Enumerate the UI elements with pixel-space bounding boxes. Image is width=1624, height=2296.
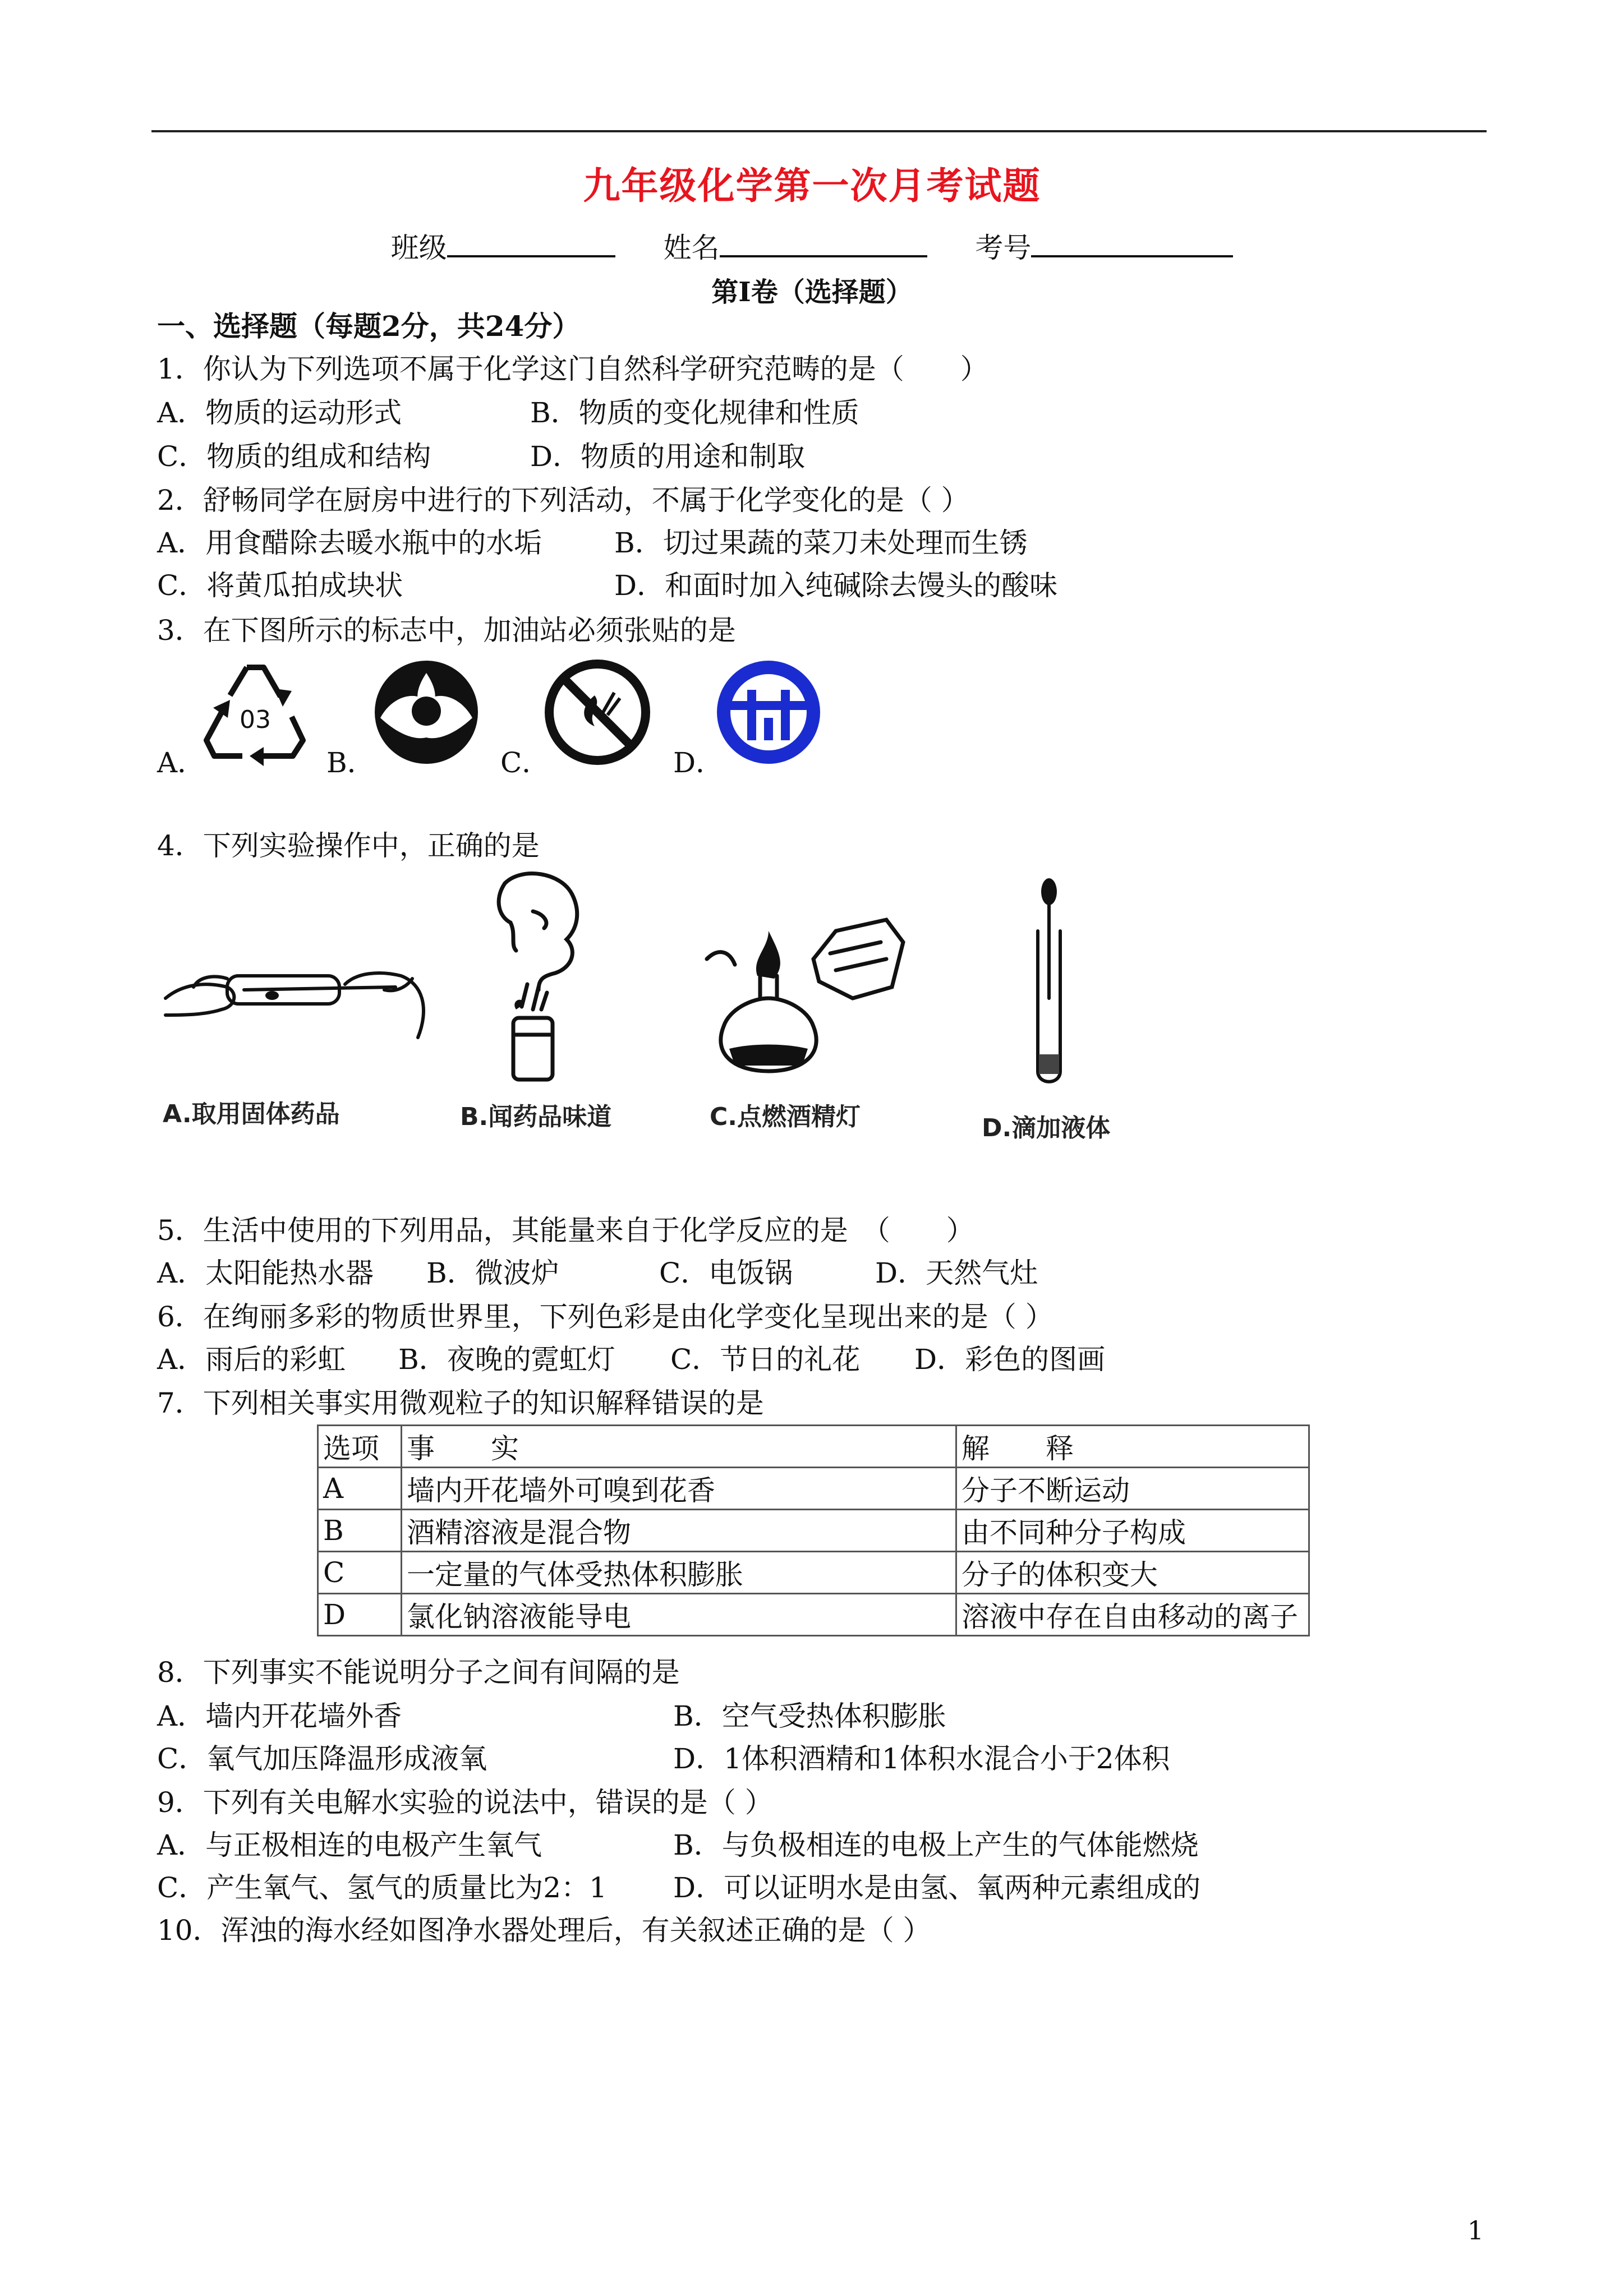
- table-cell: A: [318, 1468, 402, 1510]
- table-cell: 分子不断运动: [956, 1468, 1309, 1510]
- question-8-stem: 8．下列事实不能说明分子之间有间隔的是: [157, 1656, 680, 1689]
- q3-option-d: D．: [673, 746, 724, 779]
- name-label: 姓名: [663, 232, 720, 264]
- table-row: [318, 1552, 1309, 1594]
- table-cell: 一定量的气体受热体积膨胀: [402, 1552, 956, 1594]
- q2-option-c[interactable]: C．将黄瓜拍成块状: [157, 569, 403, 602]
- q1-option-b[interactable]: B．物质的变化规律和性质: [530, 397, 859, 429]
- fig-b-caption: B.闻药品味道: [460, 1103, 612, 1131]
- q8-option-c[interactable]: C．氧气加压降温形成液氧: [157, 1742, 487, 1775]
- fig-d-caption: D.滴加液体: [982, 1114, 1111, 1142]
- q1-option-c[interactable]: C．物质的组成和结构: [157, 440, 431, 473]
- table-row: [318, 1594, 1309, 1636]
- question-9-stem: 9．下列有关电解水实验的说法中，错误的是（ ）: [157, 1786, 773, 1819]
- student-info-line: [0, 225, 1624, 266]
- q2-option-a[interactable]: A．用食醋除去暖水瓶中的水垢: [157, 527, 542, 559]
- water-drop-sign-icon: [370, 656, 482, 768]
- q5-option-d[interactable]: D．天然气灶: [875, 1257, 1038, 1289]
- number-blank[interactable]: [1031, 232, 1233, 257]
- fig-a-caption: A.取用固体药品: [163, 1100, 340, 1128]
- facts-table: [317, 1424, 1310, 1636]
- q8-option-a[interactable]: A．墙内开花墙外香: [157, 1700, 402, 1732]
- table-cell: B: [318, 1510, 402, 1552]
- q3-option-b[interactable]: B．: [326, 746, 375, 779]
- class-blank[interactable]: [447, 232, 615, 257]
- part-heading: 第Ⅰ卷（选择题）: [711, 276, 913, 308]
- table-row: [318, 1468, 1309, 1510]
- blue-emblem-sign-icon: [712, 656, 825, 768]
- q9-option-a[interactable]: A．与正极相连的电极产生氧气: [157, 1829, 542, 1861]
- question-3-stem: 3．在下图所示的标志中，加油站必须张贴的是: [157, 614, 736, 647]
- no-fire-sign-icon: [541, 656, 654, 768]
- light-lamp-figure: [701, 897, 914, 1077]
- recycle-code: 03: [240, 706, 271, 734]
- question-6-stem: 6．在绚丽多彩的物质世界里，下列色彩是由化学变化呈现出来的是（ ）: [157, 1301, 1053, 1333]
- q1-option-a[interactable]: A．物质的运动形式: [157, 397, 402, 429]
- q5-option-a[interactable]: A．太阳能热水器: [157, 1257, 374, 1289]
- q9-option-d[interactable]: D．可以证明水是由氢、氧两种元素组成的: [673, 1871, 1201, 1904]
- q1-option-d[interactable]: D．物质的用途和制取: [530, 440, 806, 473]
- table-cell: 由不同种分子构成: [956, 1510, 1309, 1552]
- table-header-cell: 选项: [318, 1426, 402, 1468]
- question-7-stem: 7．下列相关事实用微观粒子的知识解释错误的是: [157, 1387, 764, 1419]
- class-label: 班级: [390, 232, 447, 264]
- q5-option-c[interactable]: C．电饭锅: [659, 1257, 793, 1289]
- q6-option-b[interactable]: B．夜晚的霓虹灯: [398, 1343, 615, 1376]
- q9-option-c[interactable]: C．产生氧气、氢气的质量比为2：1: [157, 1871, 607, 1904]
- q3-option-a[interactable]: A．: [157, 746, 206, 779]
- question-5-stem: 5．生活中使用的下列用品，其能量来自于化学反应的是 （ ）: [157, 1214, 974, 1247]
- q9-option-b[interactable]: B．与负极相连的电极上产生的气体能燃烧: [673, 1829, 1199, 1861]
- table-cell: 氯化钠溶液能导电: [402, 1594, 956, 1636]
- q5-option-b[interactable]: B．微波炉: [426, 1257, 559, 1289]
- name-blank[interactable]: [720, 232, 927, 257]
- question-1-stem: 1．你认为下列选项不属于化学这门自然科学研究范畴的是（ ）: [157, 353, 988, 385]
- q2-option-d[interactable]: D．和面时加入纯碱除去馒头的酸味: [614, 569, 1058, 602]
- take-solid-figure: [160, 931, 435, 1060]
- drop-liquid-figure: [1015, 875, 1083, 1088]
- section-heading: 一、选择题（每题2分，共24分）: [157, 310, 581, 343]
- question-10-stem: 10．浑浊的海水经如图净水器处理后，有关叙述正确的是（ ）: [157, 1914, 931, 1947]
- q6-option-d[interactable]: D．彩色的图画: [914, 1343, 1106, 1376]
- header-rule: [151, 130, 1487, 132]
- table-cell: 溶液中存在自由移动的离子: [956, 1594, 1309, 1636]
- table-cell: C: [318, 1552, 402, 1594]
- table-header-cell: 事 实: [402, 1426, 956, 1468]
- table-cell: D: [318, 1594, 402, 1636]
- table-header-cell: 解 释: [956, 1426, 1309, 1468]
- table-header-row: [318, 1426, 1309, 1468]
- q3-option-c[interactable]: C．: [500, 746, 550, 779]
- q2-option-b[interactable]: B．切过果蔬的菜刀未处理而生锈: [614, 527, 1028, 559]
- table-cell: 酒精溶液是混合物: [402, 1510, 956, 1552]
- question-4-stem: 4．下列实验操作中，正确的是: [157, 829, 540, 862]
- table-cell: 墙内开花墙外可嗅到花香: [402, 1468, 956, 1510]
- number-label: 考号: [975, 232, 1032, 264]
- smell-reagent-figure: [482, 866, 611, 1091]
- page-number: 1: [1467, 2215, 1484, 2246]
- fig-c-caption: C.点燃酒精灯: [710, 1103, 861, 1131]
- question-2-stem: 2．舒畅同学在厨房中进行的下列活动，不属于化学变化的是（ ）: [157, 484, 969, 517]
- exam-title: 九年级化学第一次月考试题: [583, 164, 1041, 208]
- q6-option-c[interactable]: C．节日的礼花: [670, 1343, 861, 1376]
- q6-option-a[interactable]: A．雨后的彩虹: [157, 1343, 346, 1376]
- table-row: [318, 1510, 1309, 1552]
- q8-option-b[interactable]: B．空气受热体积膨胀: [673, 1700, 946, 1732]
- table-cell: 分子的体积变大: [956, 1552, 1309, 1594]
- q8-option-d[interactable]: D．1体积酒精和1体积水混合小于2体积: [673, 1742, 1170, 1775]
- recycle-sign-icon: [196, 656, 314, 768]
